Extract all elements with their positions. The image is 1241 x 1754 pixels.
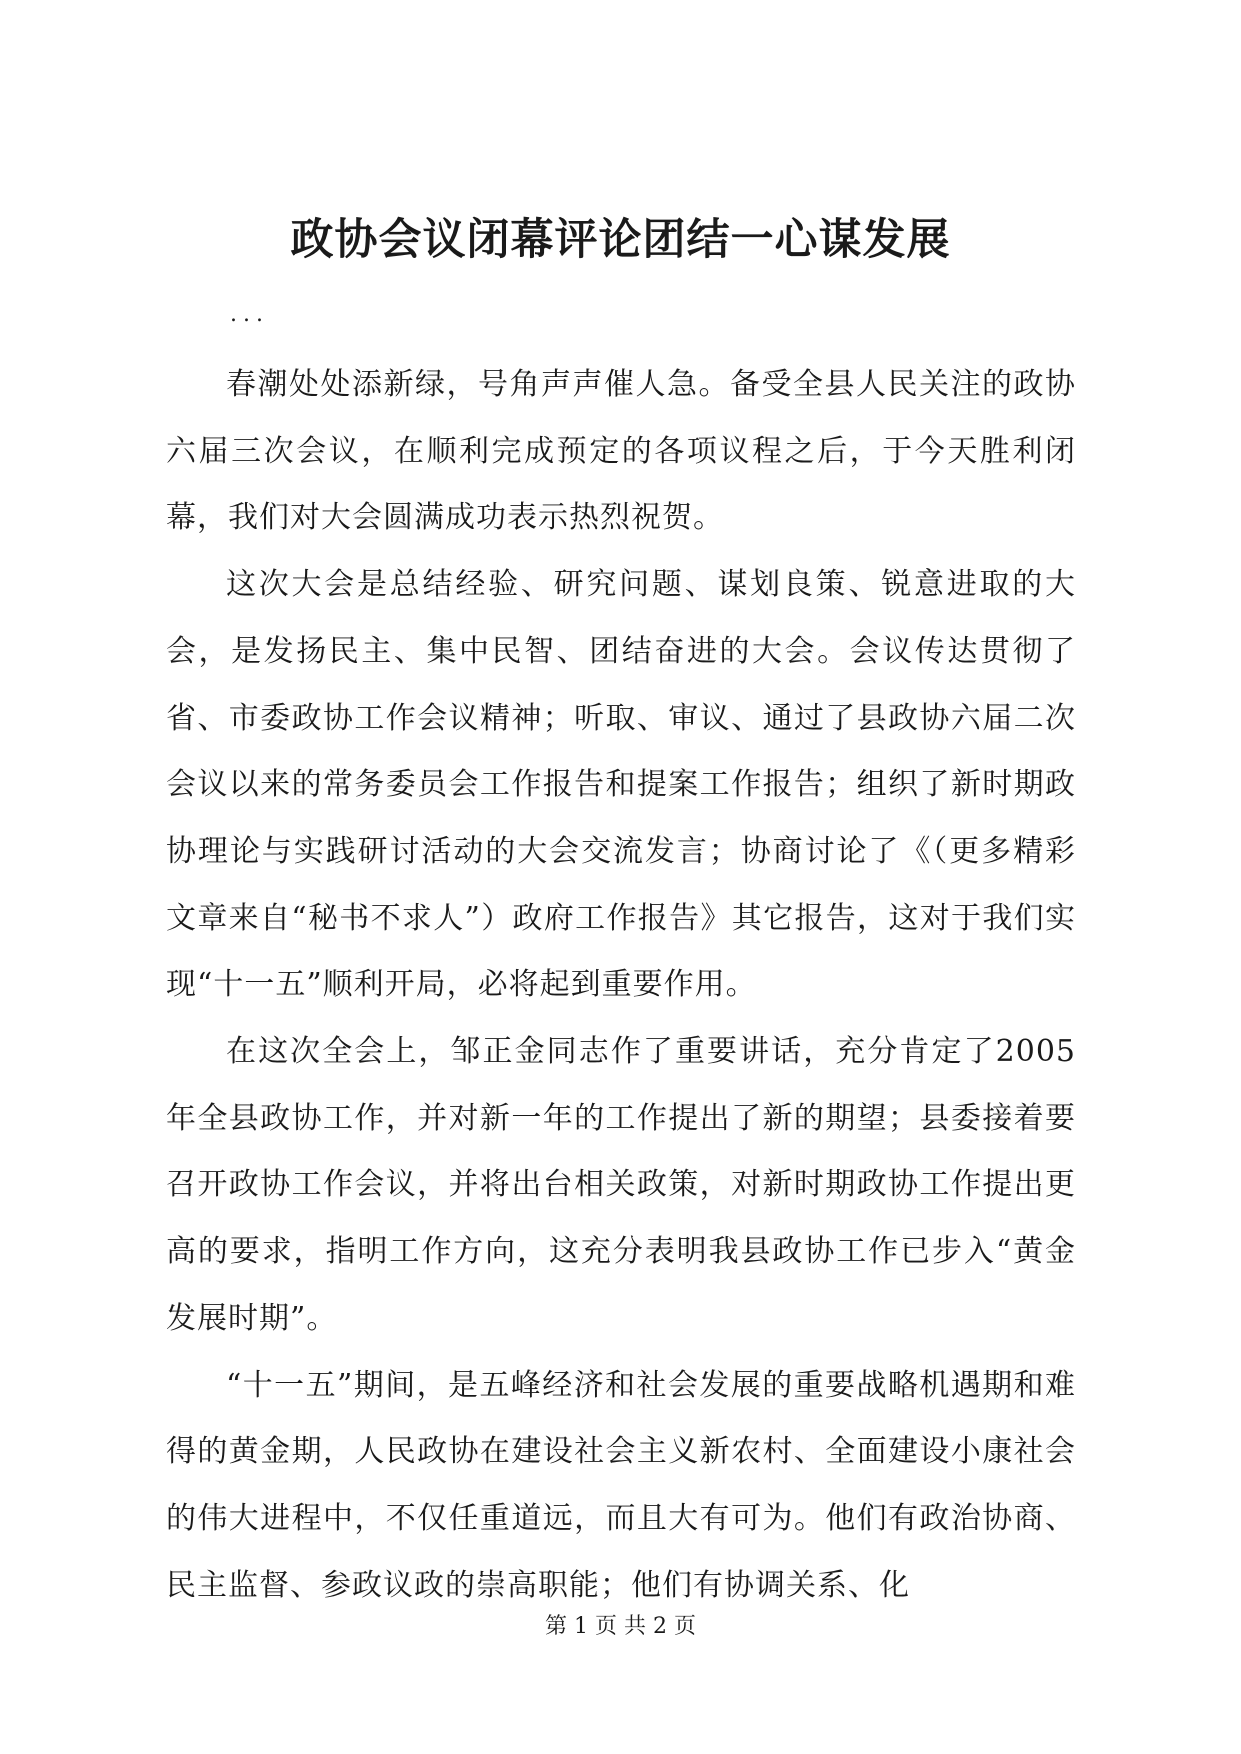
paragraph-1: 春潮处处添新绿，号角声声催人急。备受全县人民关注的政协六届三次会议，在顺利完成预定的各项议程之后，于今天胜利闭幕，我们对大会圆满成功表示热烈祝贺。 bbox=[166, 367, 1076, 536]
paragraph-4: “十一五”期间，是五峰经济和社会发展的重要战略机遇期和难得的黄金期，人民政协在建设社会主义新农村、全面建设小康社会的伟大进程中，不仅任重道远，而且大有可为。他们有政治协商、民主监督、参政议政的崇高职能；他们有协调关系、化 bbox=[166, 1367, 1076, 1603]
document-title: 政协会议闭幕评论团结一心谋发展 bbox=[290, 215, 951, 265]
ellipsis-marker: ... bbox=[230, 302, 269, 327]
paragraph-3: 在这次全会上，邹正金同志作了重要讲话，充分肯定了2005年全县政协工作，并对新一年的工作提出了新的期望；县委接着要召开政协工作会议，并将出台相关政策，对新时期政协工作提出更高的要求，指明工作方向，这充分表明我县政协工作已步入“黄金发展时期”。 bbox=[166, 1034, 1076, 1336]
document-body bbox=[166, 352, 1076, 1619]
paragraph-2: 这次大会是总结经验、研究问题、谋划良策、锐意进取的大会，是发扬民主、集中民智、团结奋进的大会。会议传达贯彻了省、市委政协工作会议精神；听取、审议、通过了县政协六届二次会议以来的常务委员会工作报告和提案工作报告；组织了新时期政协理论与实践研讨活动的大会交流发言；协商讨论了《（更多精彩文章来自“秘书不求人”）政府工作报告》其它报告，这对于我们实现“十一五”顺利开局，必将起到重要作用。 bbox=[166, 567, 1076, 1003]
page-number-footer: 第 1 页 共 2 页 bbox=[545, 1614, 696, 1639]
